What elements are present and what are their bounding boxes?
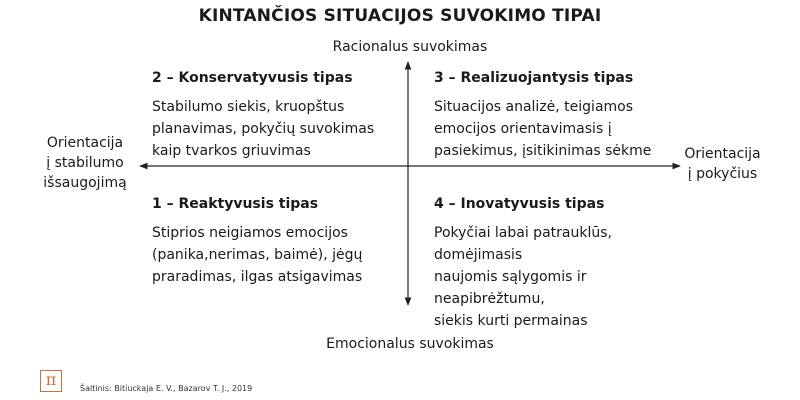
quadrant-description-line: siekis kurti permainas (434, 313, 588, 329)
quadrant-conservative (152, 69, 402, 162)
quadrant-realizing (434, 69, 684, 162)
axis-label-bottom: Emocionalus suvokimas (326, 336, 494, 352)
axis-label-left (20, 133, 150, 193)
quadrant-description-line: Stabilumo siekis, kruopštus (152, 99, 345, 115)
axis-label-left-line: Orientacija (46, 135, 124, 151)
quadrant-description-line: planavimas, pokyčių suvokimas (152, 121, 375, 137)
quadrant-description-line: emocijos orientavimasis į (434, 121, 612, 137)
source-citation: Šaltinis: Bitiuckaja E. V., Bazarov T. J., 2019 (80, 384, 253, 393)
diagram-title: KINTANČIOS SITUACIJOS SUVOKIMO TIPAI (198, 6, 602, 26)
quadrant-title: 1 – Reaktyvusis tipas (152, 196, 319, 212)
quadrant-title: 4 – Inovatyvusis tipas (434, 196, 605, 212)
quadrant-description-line: naujomis sąlygomis ir neapibrėžtumu, (434, 269, 587, 307)
axis-label-top: Racionalus suvokimas (332, 39, 488, 55)
quadrant-description-line: pasiekimus, įsitikinimas sėkme (434, 143, 652, 159)
quadrant-innovative (434, 195, 684, 332)
quadrant-description-line: Situacijos analizė, teigiamos (434, 99, 634, 115)
quadrant-description (152, 222, 402, 288)
quadrant-description-line: Stiprios neigiamos emocijos (152, 225, 348, 241)
quadrant-description-line: kaip tvarkos griuvimas (152, 143, 311, 159)
quadrant-title: 2 – Konservatyvusis tipas (152, 70, 353, 86)
axis-label-left-line: į stabilumo (46, 155, 124, 171)
quadrant-title: 3 – Realizuojantysis tipas (434, 70, 634, 86)
quadrant-description-line: (panika,nerimas, baimė), jėgų (152, 247, 363, 263)
axis-label-right-line: Orientacija (684, 146, 761, 162)
quadrant-description (434, 222, 684, 332)
quadrant-description-line: praradimas, ilgas atsigavimas (152, 269, 363, 285)
axis-label-left-line: išsaugojimą (43, 175, 127, 191)
quadrant-reactive (152, 195, 402, 288)
pi-logo-icon: π (40, 370, 62, 392)
quadrant-description (434, 96, 684, 162)
axis-label-right (670, 144, 775, 184)
quadrant-description (152, 96, 402, 162)
axis-label-right-line: į pokyčius (687, 166, 758, 182)
quadrant-description-line: Pokyčiai labai patrauklūs, domėjimasis (434, 225, 612, 263)
